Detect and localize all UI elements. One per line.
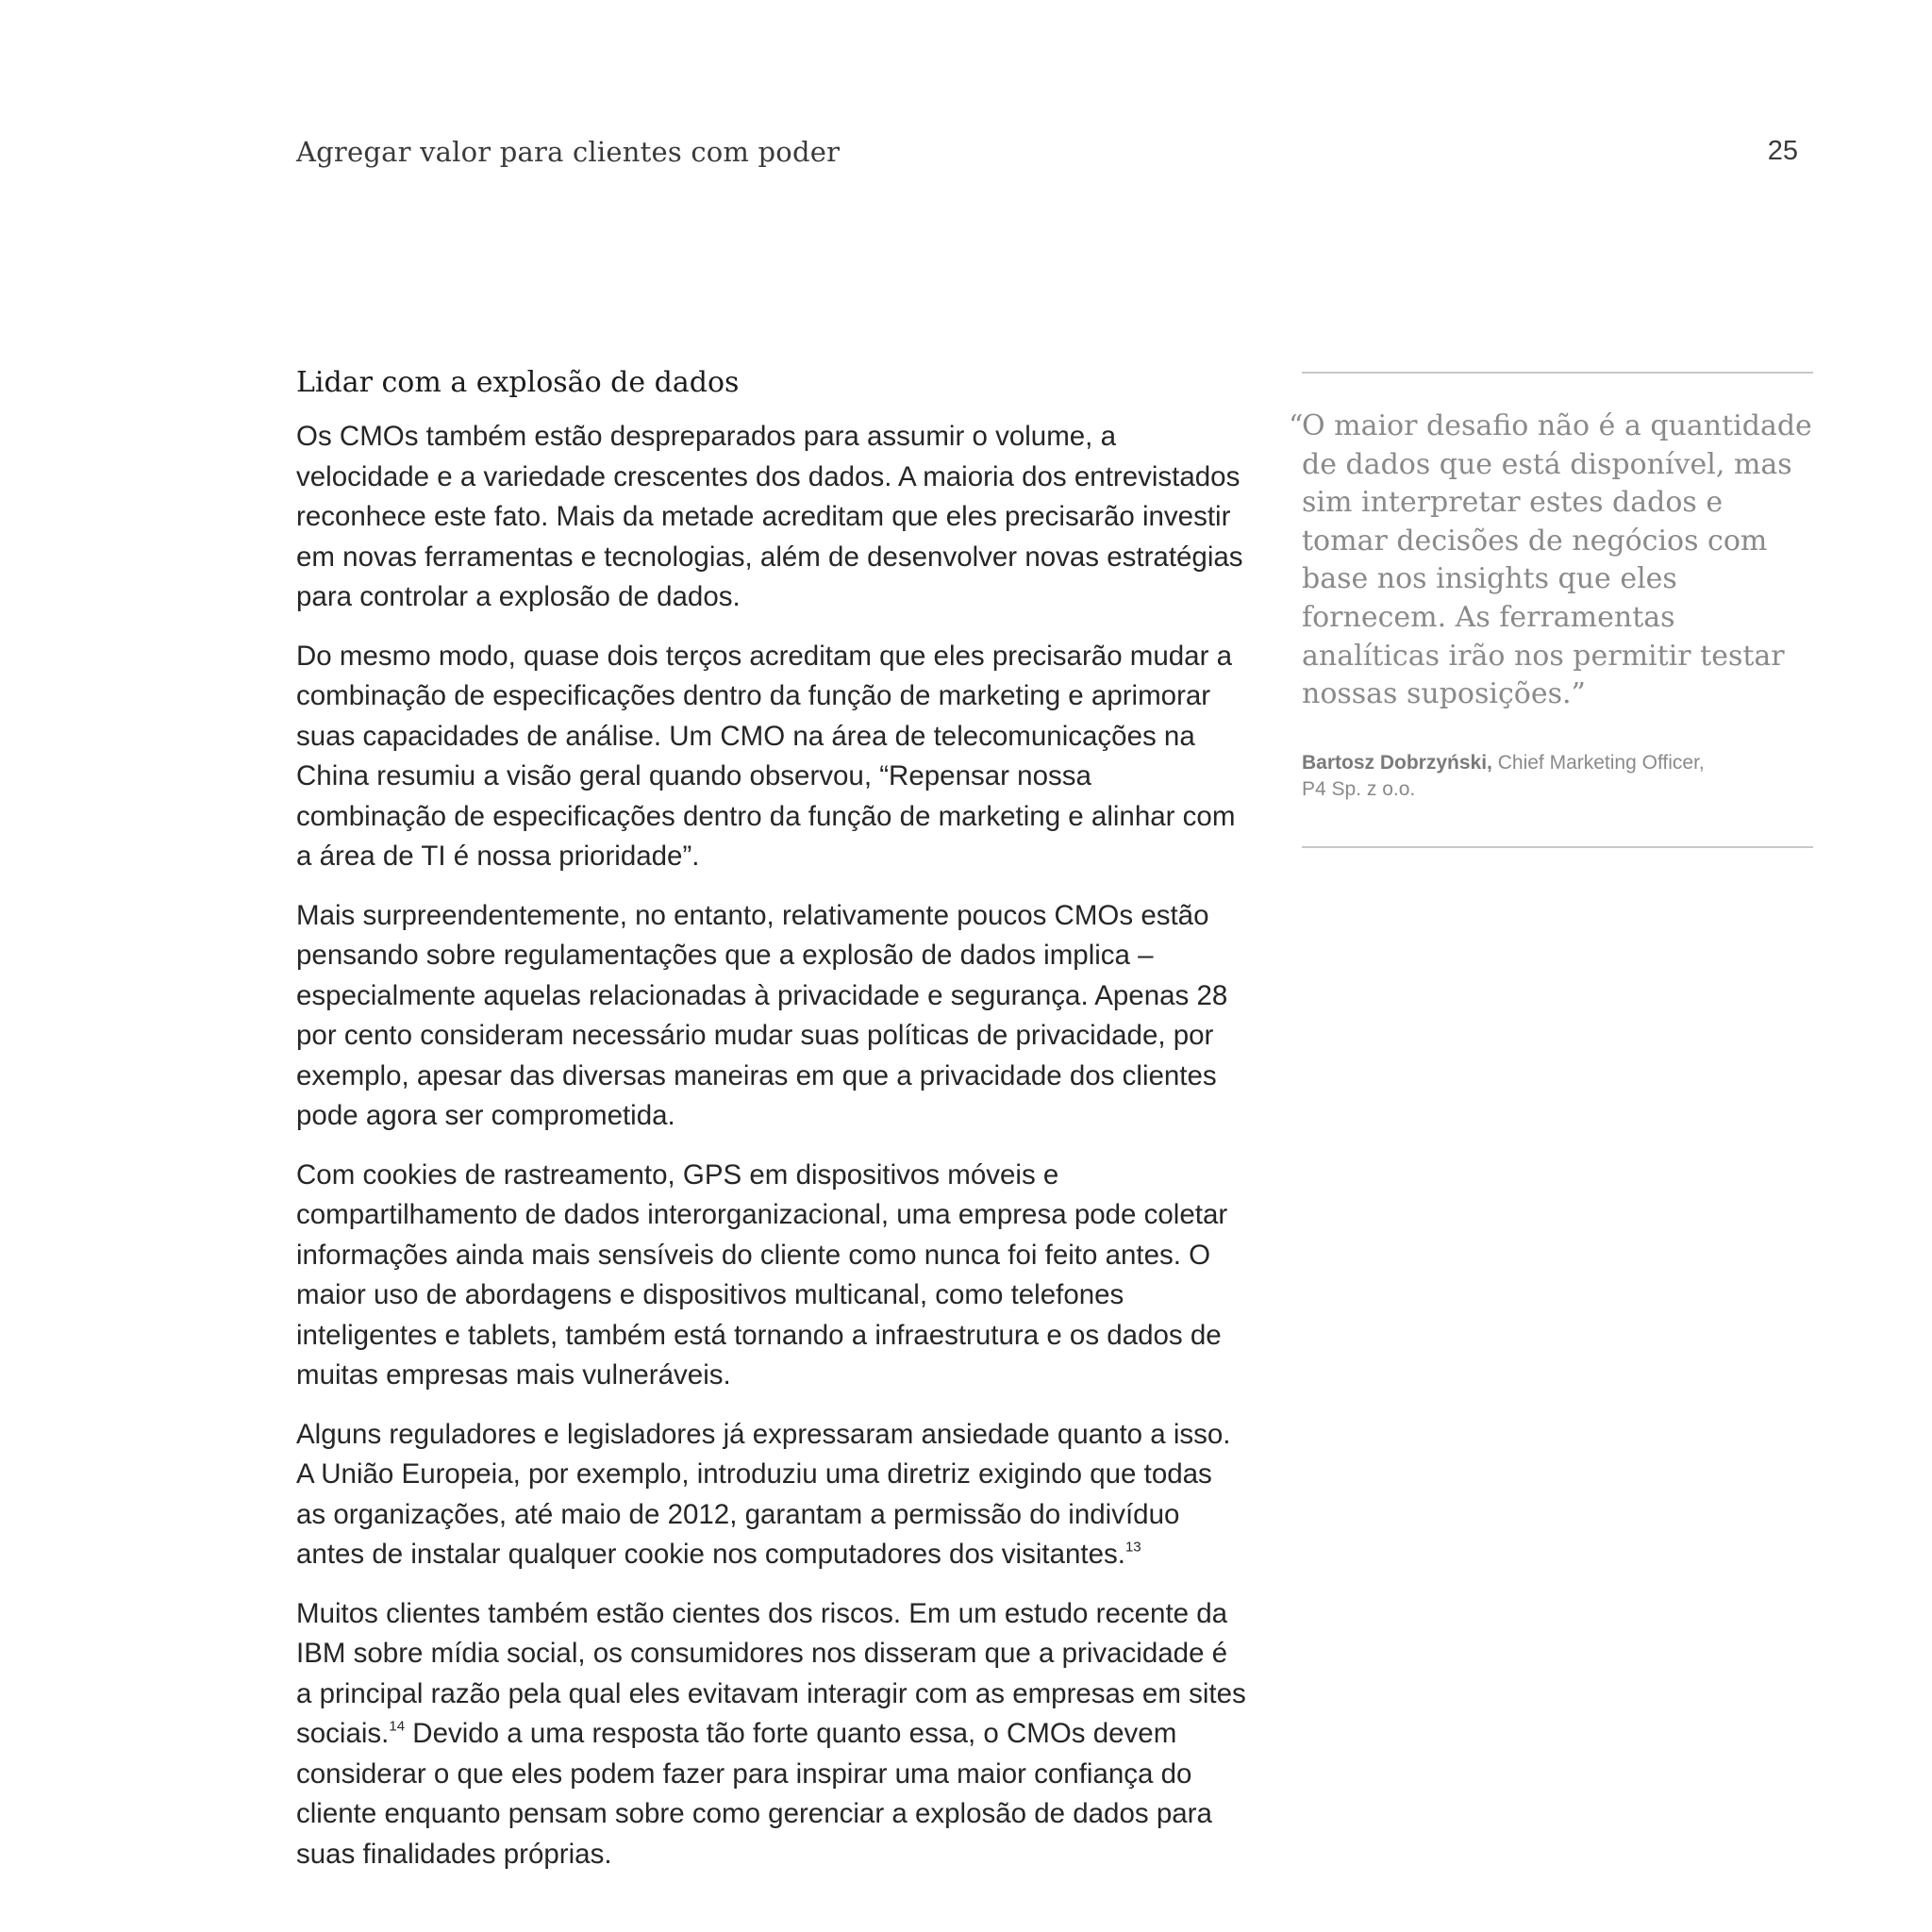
- footnote-ref-14[interactable]: 14: [389, 1718, 406, 1735]
- paragraph-text: Devido a uma resposta tão forte quanto essa, o CMOs devem considerar o que eles podem fazer para inspirar uma maior confiança do cliente enquanto pensam sobre como gerenciar a explosão de dados para suas finalidades próprias.: [296, 1718, 1212, 1870]
- paragraph: [296, 1415, 1249, 1575]
- page-number: 25: [1767, 136, 1798, 166]
- paragraph: [296, 1156, 1249, 1396]
- paragraph: [296, 1594, 1249, 1875]
- paragraph: [296, 637, 1249, 877]
- attribution-name: Bartosz Dobrzyński,: [1302, 751, 1492, 774]
- paragraph-text: Os CMOs também estão despreparados para assumir o volume, a velocidade e a variedade crescentes dos dados. A maioria dos entrevistados reconhece este fato. Mais da metade acreditam que eles precisarão investir em novas ferramentas e tecnologias, além de desenvolver novas estratégias para controlar a explosão de dados.: [296, 421, 1243, 612]
- main-column: [296, 362, 1249, 1893]
- attribution-company: P4 Sp. z o.o.: [1302, 777, 1416, 800]
- paragraph-text: Muitos clientes também estão cientes dos riscos. Em um estudo recente da IBM sobre mídia social, os consumidores nos disseram que a privacidade é a principal razão pela qual eles evitavam interagir com as empresas em sites sociais.: [296, 1597, 1246, 1749]
- paragraph: [296, 896, 1249, 1137]
- section-title: Lidar com a explosão de dados: [296, 366, 740, 399]
- divider-bottom: [1302, 846, 1813, 848]
- attribution-role: Chief Marketing Officer,: [1491, 751, 1705, 774]
- running-title: Agregar valor para clientes com poder: [296, 136, 841, 168]
- paragraph-text: Alguns reguladores e legisladores já expressaram ansiedade quanto a isso. A União Europeia, por exemplo, introduziu uma diretriz exigindo que todas as organizações, até maio de 2012, garantam a permissão do indivíduo antes de instalar qualquer cookie nos computadores dos visitantes.: [296, 1418, 1231, 1570]
- paragraph-text: Com cookies de rastreamento, GPS em dispositivos móveis e compartilhamento de dados interorganizacional, uma empresa pode coletar informações ainda mais sensíveis do cliente como nunca foi feito antes. O maior uso de abordagens e dispositivos multicanal, como telefones inteligentes e tablets, também está tornando a infraestrutura e os dados de muitas empresas mais vulneráveis.: [296, 1158, 1228, 1391]
- divider-top: [1302, 372, 1813, 374]
- quote-attribution: [1302, 750, 1813, 803]
- paragraph: [296, 417, 1249, 618]
- paragraph-text: Do mesmo modo, quase dois terços acreditam que eles precisarão mudar a combinação de especificações dentro da função de marketing e aprimorar suas capacidades de análise. Um CMO na área de telecomunicações na China resumiu a visão geral quando observou, “Repensar nossa combinação de especificações dentro da função de marketing e alinhar com a área de TI é nossa prioridade”.: [296, 640, 1236, 872]
- open-quote-mark: “: [1289, 409, 1304, 442]
- pull-quote: [1289, 408, 1813, 714]
- paragraph-text: Mais surpreendentemente, no entanto, relativamente poucos CMOs estão pensando sobre regulamentações que a explosão de dados implica – especialmente aquelas relacionadas à privacidade e segurança. Apenas 28 por cento consideram necessário mudar suas políticas de privacidade, por exemplo, apesar das diversas maneiras em que a privacidade dos clientes pode agora ser comprometida.: [296, 899, 1228, 1131]
- pull-quote-text: O maior desafio não é a quantidade de dados que está disponível, mas sim interpretar estes dados e tomar decisões de negócios com base nos insights que eles fornecem. As ferramentas analíticas irão nos permitir testar nossas suposições.”: [1302, 409, 1812, 711]
- pull-quote-sidebar: [1289, 372, 1813, 848]
- footnote-ref-13[interactable]: 13: [1124, 1539, 1141, 1556]
